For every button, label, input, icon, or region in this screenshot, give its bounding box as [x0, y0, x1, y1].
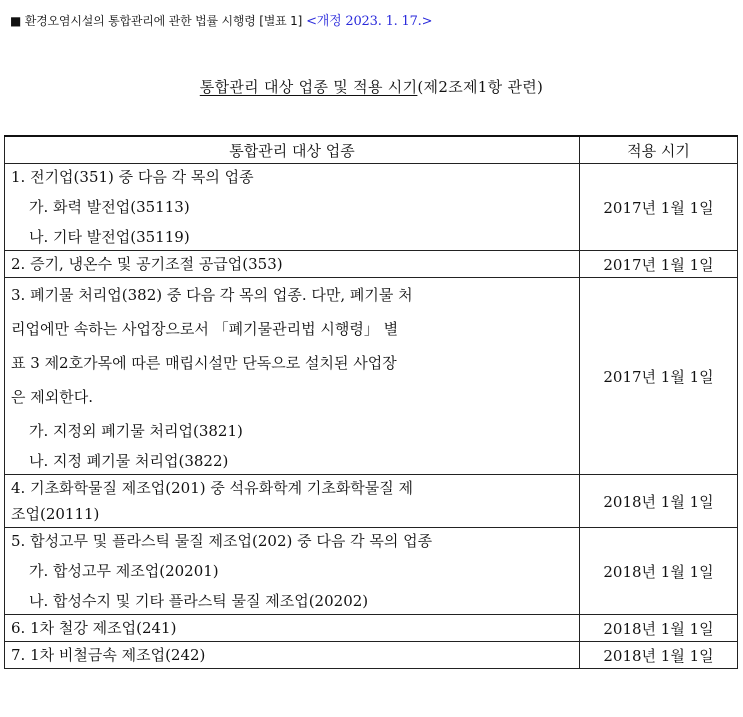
- industry-cell: [5, 251, 580, 278]
- industry-line: 3. 폐기물 처리업(382) 중 다음 각 목의 업종. 다만, 폐기물 처: [11, 286, 413, 304]
- industry-line: 가. 화력 발전업(35113): [29, 198, 190, 216]
- industry-table: [4, 135, 738, 669]
- table-header-row: [5, 136, 738, 164]
- industry-cell: [5, 642, 580, 669]
- industry-line: 나. 합성수지 및 기타 플라스틱 물질 제조업(20202): [29, 592, 369, 610]
- header-industry: 통합관리 대상 업종: [5, 136, 580, 164]
- header-period: 적용 시기: [580, 136, 738, 164]
- table-row: [5, 164, 738, 251]
- industry-line: 5. 합성고무 및 플라스틱 물질 제조업(202) 중 다음 각 목의 업종: [11, 532, 433, 550]
- industry-line: 7. 1차 비철금속 제조업(242): [11, 646, 206, 664]
- industry-line: 1. 전기업(351) 중 다음 각 목의 업종: [11, 168, 254, 186]
- document-title: [0, 76, 743, 97]
- table-row: [5, 528, 738, 615]
- industry-line: 표 3 제2호가목에 따른 매립시설만 단독으로 설치된 사업장: [11, 354, 397, 372]
- industry-cell: [5, 475, 580, 528]
- industry-line: 가. 지정외 폐기물 처리업(3821): [29, 422, 243, 440]
- industry-cell: [5, 164, 580, 251]
- industry-cell: [5, 528, 580, 615]
- period-cell: 2018년 1월 1일: [580, 615, 738, 642]
- industry-cell: [5, 278, 580, 475]
- title-suffix: (제2조제1항 관련): [417, 78, 544, 96]
- law-reference-line: [10, 10, 432, 29]
- table-row: [5, 615, 738, 642]
- table-row: [5, 251, 738, 278]
- law-reference: ■ 환경오염시설의 통합관리에 관한 법률 시행령 [별표 1]: [10, 14, 303, 28]
- industry-line: 6. 1차 철강 제조업(241): [11, 619, 177, 637]
- industry-line: 가. 합성고무 제조업(20201): [29, 562, 219, 580]
- period-cell: 2017년 1월 1일: [580, 164, 738, 251]
- industry-line: 2. 증기, 냉온수 및 공기조절 공급업(353): [11, 255, 283, 273]
- industry-line: 은 제외한다.: [11, 388, 93, 406]
- table-row: [5, 642, 738, 669]
- industry-line: 조업(20111): [11, 505, 100, 523]
- industry-line: 나. 기타 발전업(35119): [29, 228, 190, 246]
- industry-line: 리업에만 속하는 사업장으로서 「폐기물관리법 시행령」 별: [11, 320, 399, 338]
- industry-line: 4. 기초화학물질 제조업(201) 중 석유화학계 기초화학물질 제: [11, 479, 414, 497]
- period-cell: 2018년 1월 1일: [580, 642, 738, 669]
- table-row: [5, 475, 738, 528]
- amendment-date: <개정 2023. 1. 17.>: [306, 14, 433, 29]
- table-row: [5, 278, 738, 475]
- industry-cell: [5, 615, 580, 642]
- period-cell: 2018년 1월 1일: [580, 528, 738, 615]
- period-cell: 2017년 1월 1일: [580, 278, 738, 475]
- industry-line: 나. 지정 폐기물 처리업(3822): [29, 452, 229, 470]
- title-main: 통합관리 대상 업종 및 적용 시기: [199, 78, 418, 96]
- period-cell: 2018년 1월 1일: [580, 475, 738, 528]
- period-cell: 2017년 1월 1일: [580, 251, 738, 278]
